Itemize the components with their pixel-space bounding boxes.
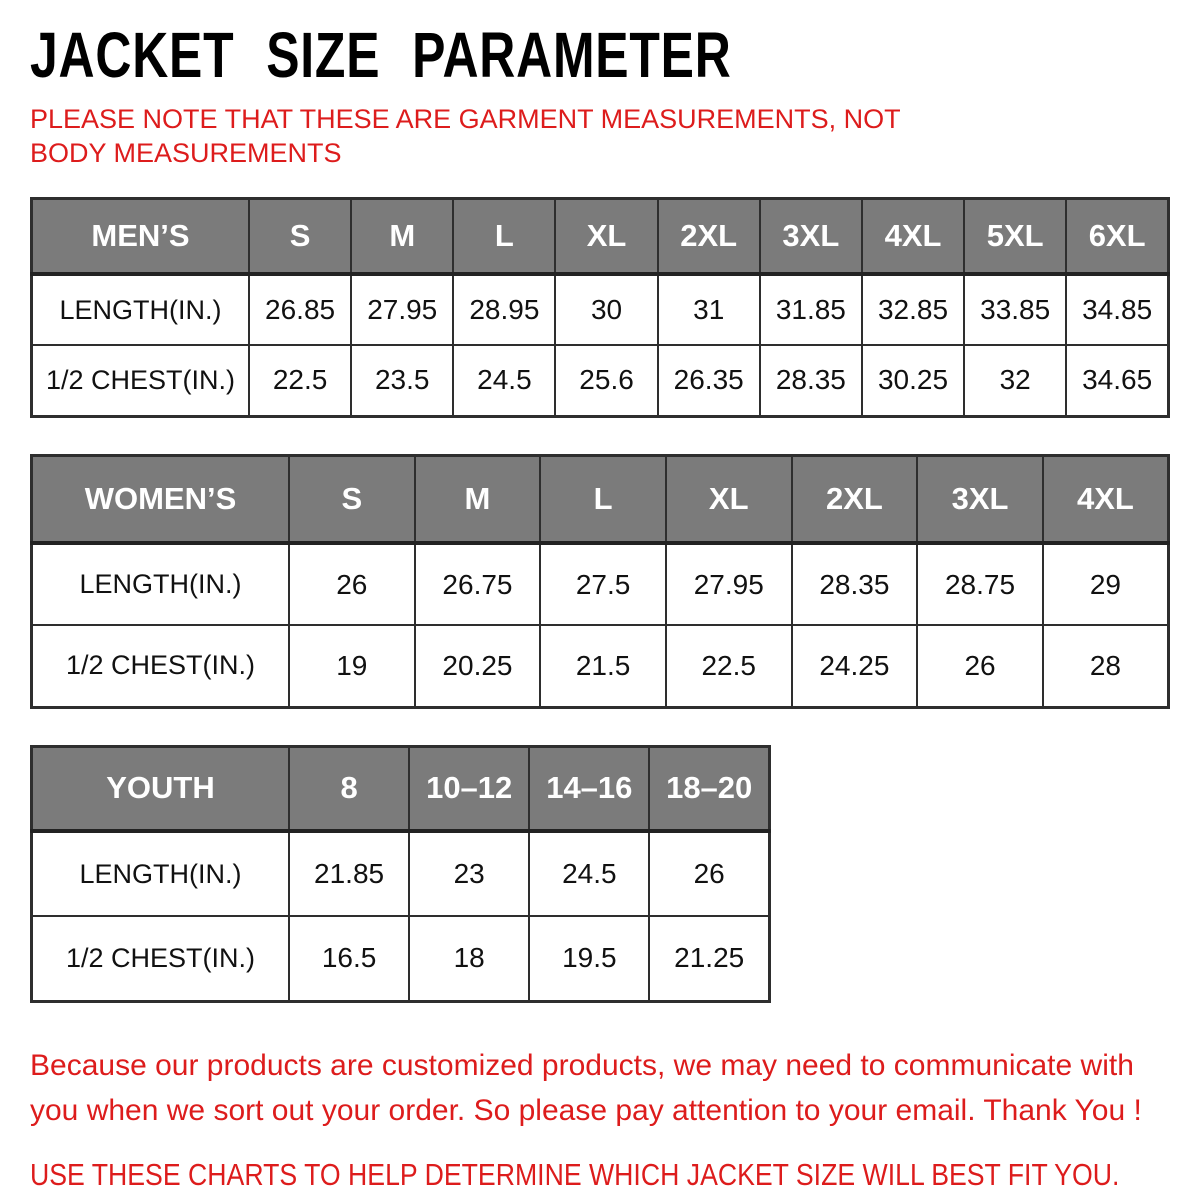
womens-measurement-value: 19 bbox=[289, 625, 415, 707]
womens-measurement-value: 26 bbox=[289, 543, 415, 625]
womens-measurement-value: 27.5 bbox=[540, 543, 666, 625]
mens-measurement-value: 31.85 bbox=[760, 274, 862, 345]
womens-measurement-value: 24.25 bbox=[792, 625, 918, 707]
womens-size-header-L: L bbox=[540, 455, 666, 543]
womens-size-header-M: M bbox=[415, 455, 541, 543]
mens-size-header-3XL: 3XL bbox=[760, 198, 862, 274]
womens-size-header-4XL: 4XL bbox=[1043, 455, 1169, 543]
youth-table-row bbox=[32, 916, 770, 1001]
youth-size-header-14–16: 14–16 bbox=[529, 746, 649, 831]
youth-size-table-body bbox=[32, 831, 770, 1001]
womens-row-label: LENGTH(IN.) bbox=[32, 543, 290, 625]
mens-measurement-value: 26.85 bbox=[249, 274, 351, 345]
mens-measurement-value: 23.5 bbox=[351, 345, 453, 416]
youth-size-header-18–20: 18–20 bbox=[649, 746, 769, 831]
womens-measurement-value: 22.5 bbox=[666, 625, 792, 707]
mens-size-header-2XL: 2XL bbox=[658, 198, 760, 274]
mens-measurement-value: 34.65 bbox=[1066, 345, 1168, 416]
page-title-text: JACKET SIZE PARAMETER bbox=[30, 19, 732, 91]
mens-size-header-S: S bbox=[249, 198, 351, 274]
mens-size-table-header bbox=[32, 198, 1169, 274]
youth-measurement-value: 23 bbox=[409, 831, 529, 916]
youth-measurement-value: 24.5 bbox=[529, 831, 649, 916]
womens-size-header-2XL: 2XL bbox=[792, 455, 918, 543]
womens-row-label: 1/2 CHEST(IN.) bbox=[32, 625, 290, 707]
chart-usage-hint-text: USE THESE CHARTS TO HELP DETERMINE WHICH JACKET SIZE WILL BEST FIT YOU. bbox=[30, 1156, 1120, 1192]
mens-measurement-value: 32 bbox=[964, 345, 1066, 416]
customization-notice: Because our products are customized products, we may need to communicate with you when we sort out your order. So please pay attention to your email. Thank You ! bbox=[30, 1048, 1142, 1127]
womens-measurement-value: 28.75 bbox=[917, 543, 1043, 625]
youth-table-title: YOUTH bbox=[32, 746, 290, 831]
youth-size-table bbox=[30, 745, 771, 1003]
mens-measurement-value: 25.6 bbox=[555, 345, 657, 416]
womens-header-row bbox=[32, 455, 1169, 543]
mens-size-header-L: L bbox=[453, 198, 555, 274]
womens-measurement-value: 29 bbox=[1043, 543, 1169, 625]
page-title bbox=[30, 19, 1170, 91]
chart-usage-hint bbox=[30, 1157, 1170, 1193]
mens-measurement-value: 22.5 bbox=[249, 345, 351, 416]
youth-measurement-value: 26 bbox=[649, 831, 769, 916]
mens-row-label: LENGTH(IN.) bbox=[32, 274, 250, 345]
mens-measurement-value: 31 bbox=[658, 274, 760, 345]
womens-size-header-S: S bbox=[289, 455, 415, 543]
womens-size-header-3XL: 3XL bbox=[917, 455, 1043, 543]
womens-measurement-value: 21.5 bbox=[540, 625, 666, 707]
womens-table-row bbox=[32, 625, 1169, 707]
mens-measurement-value: 33.85 bbox=[964, 274, 1066, 345]
youth-size-header-8: 8 bbox=[289, 746, 409, 831]
mens-measurement-value: 34.85 bbox=[1066, 274, 1168, 345]
youth-row-label: LENGTH(IN.) bbox=[32, 831, 290, 916]
youth-measurement-value: 21.85 bbox=[289, 831, 409, 916]
womens-measurement-value: 20.25 bbox=[415, 625, 541, 707]
mens-size-header-5XL: 5XL bbox=[964, 198, 1066, 274]
mens-size-table bbox=[30, 197, 1170, 418]
mens-size-header-6XL: 6XL bbox=[1066, 198, 1168, 274]
womens-size-table-header bbox=[32, 455, 1169, 543]
mens-table-row bbox=[32, 345, 1169, 416]
mens-measurement-value: 24.5 bbox=[453, 345, 555, 416]
mens-measurement-value: 30.25 bbox=[862, 345, 964, 416]
mens-measurement-value: 26.35 bbox=[658, 345, 760, 416]
youth-measurement-value: 21.25 bbox=[649, 916, 769, 1001]
mens-measurement-value: 30 bbox=[555, 274, 657, 345]
womens-measurement-value: 27.95 bbox=[666, 543, 792, 625]
mens-measurement-value: 28.35 bbox=[760, 345, 862, 416]
youth-row-label: 1/2 CHEST(IN.) bbox=[32, 916, 290, 1001]
mens-size-header-M: M bbox=[351, 198, 453, 274]
womens-size-table-body bbox=[32, 543, 1169, 707]
womens-measurement-value: 26.75 bbox=[415, 543, 541, 625]
womens-measurement-value: 28.35 bbox=[792, 543, 918, 625]
womens-measurement-value: 28 bbox=[1043, 625, 1169, 707]
garment-measurement-note: PLEASE NOTE THAT THESE ARE GARMENT MEASUREMENTS, NOT BODY MEASUREMENTS bbox=[30, 104, 901, 168]
youth-size-header-10–12: 10–12 bbox=[409, 746, 529, 831]
mens-table-row bbox=[32, 274, 1169, 345]
mens-row-label: 1/2 CHEST(IN.) bbox=[32, 345, 250, 416]
youth-table-row bbox=[32, 831, 770, 916]
mens-table-title: MEN’S bbox=[32, 198, 250, 274]
youth-size-table-header bbox=[32, 746, 770, 831]
mens-size-table-body bbox=[32, 274, 1169, 416]
womens-table-row bbox=[32, 543, 1169, 625]
youth-measurement-value: 16.5 bbox=[289, 916, 409, 1001]
youth-header-row bbox=[32, 746, 770, 831]
youth-measurement-value: 18 bbox=[409, 916, 529, 1001]
womens-table-title: WOMEN’S bbox=[32, 455, 290, 543]
mens-measurement-value: 27.95 bbox=[351, 274, 453, 345]
mens-header-row bbox=[32, 198, 1169, 274]
mens-measurement-value: 28.95 bbox=[453, 274, 555, 345]
womens-measurement-value: 26 bbox=[917, 625, 1043, 707]
womens-size-table bbox=[30, 454, 1170, 709]
mens-measurement-value: 32.85 bbox=[862, 274, 964, 345]
youth-measurement-value: 19.5 bbox=[529, 916, 649, 1001]
mens-size-header-XL: XL bbox=[555, 198, 657, 274]
mens-size-header-4XL: 4XL bbox=[862, 198, 964, 274]
womens-size-header-XL: XL bbox=[666, 455, 792, 543]
